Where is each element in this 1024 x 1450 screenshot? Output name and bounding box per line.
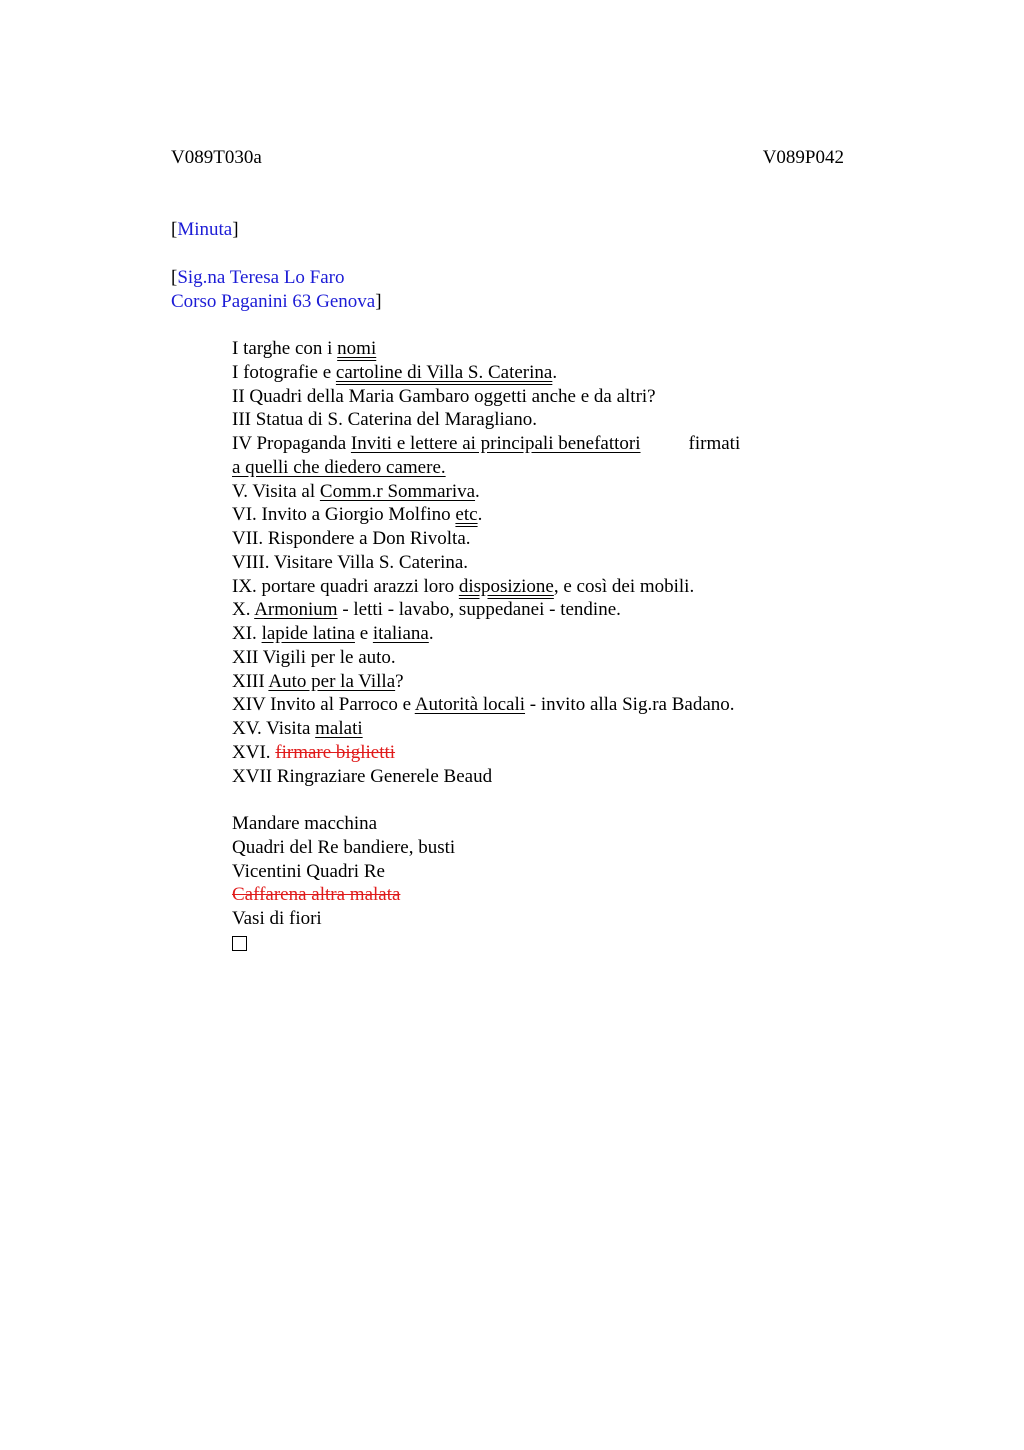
list-item: IX. portare quadri arazzi loro disposizione, e così dei mobili. (232, 576, 695, 597)
note-line: Vasi di fiori (232, 908, 322, 929)
list-item: III Statua di S. Caterina del Maragliano. (232, 409, 537, 430)
note-line: Vicentini Quadri Re (232, 861, 385, 882)
address-line-1: Sig.na Teresa Lo Faro (177, 267, 345, 288)
document-code-left: V089T030a (171, 147, 262, 168)
document-code-right: V089P042 (762, 147, 844, 168)
minuta-label: [Minuta] (171, 219, 239, 240)
empty-box-icon (232, 931, 247, 958)
list-item: XII Vigili per le auto. (232, 647, 396, 668)
list-item: X. Armonium - letti - lavabo, suppedanei - tendine. (232, 599, 621, 620)
list-item: XV. Visita malati (232, 718, 363, 739)
list-item: XIV Invito al Parroco e Autorità locali - invito alla Sig.ra Badano. (232, 694, 735, 715)
list-item: II Quadri della Maria Gambaro oggetti anche e da altri? (232, 386, 656, 407)
minuta-text: Minuta (177, 219, 233, 240)
note-line: Mandare macchina (232, 813, 378, 834)
note-line (232, 883, 400, 907)
struck-text: Caffarena altra malata (232, 884, 401, 905)
struck-text: firmare biglietti (275, 742, 396, 763)
list-item: I targhe con i nomi (232, 338, 377, 359)
address-line-2: Corso Paganini 63 Genova (171, 291, 376, 312)
list-item: V. Visita al Comm.r Sommariva. (232, 481, 480, 502)
list-item: XI. lapide latina e italiana. (232, 623, 434, 644)
list-item: VIII. Visitare Villa S. Caterina. (232, 552, 469, 573)
list-item: XVII Ringraziare Generele Beaud (232, 766, 493, 787)
list-item: I fotografie e cartoline di Villa S. Caterina. (232, 362, 558, 383)
list-item: VI. Invito a Giorgio Molfino etc. (232, 504, 483, 525)
list-item: VII. Rispondere a Don Rivolta. (232, 528, 471, 549)
note-line: Quadri del Re bandiere, busti (232, 837, 456, 858)
list-item: a quelli che diedero camere. (232, 457, 446, 478)
list-item: XIII Auto per la Villa? (232, 671, 404, 692)
list-item: IV Propaganda Inviti e lettere ai principali benefattori firmati (232, 433, 741, 454)
recipient-address: [Sig.na Teresa Lo Faro Corso Paganini 63 Genova] (171, 267, 382, 312)
list-item: XVI. firmare biglietti (232, 742, 396, 763)
